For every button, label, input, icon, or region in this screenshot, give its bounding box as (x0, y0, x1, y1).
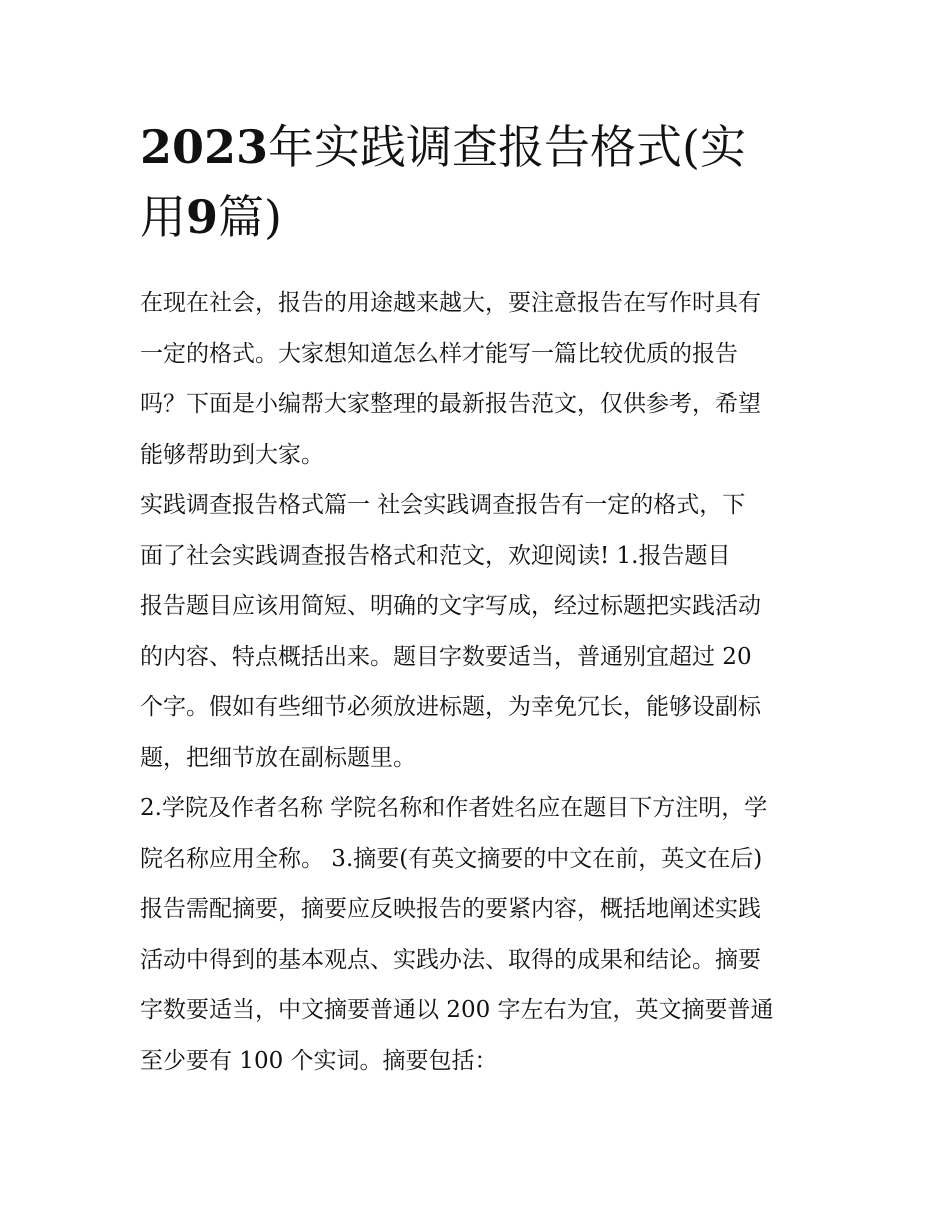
text-line: 个字。假如有些细节必须放进标题，为幸免冗长，能够设副标 (140, 694, 761, 720)
paragraph-section-2 (140, 783, 812, 1086)
document-page (140, 112, 812, 1086)
text-line: 一定的格式。大家想知道怎么样才能写一篇比较优质的报告 (140, 340, 738, 367)
text-line: 面了社会实践调查报告格式和范文，欢迎阅读! 1.报告题目 (140, 542, 731, 569)
text-line: 报告需配摘要，摘要应反映报告的要紧内容，概括地阐述实践 (140, 896, 761, 922)
text-line: 实践调查报告格式篇一 社会实践调查报告有一定的格式，下 (140, 492, 746, 518)
title-text-2b: 篇) (218, 190, 282, 244)
title-line-2 (140, 182, 812, 252)
title-count: 9 (186, 190, 219, 244)
title-text-1: 年实践调查报告格式(实 (268, 120, 746, 174)
text-line: 的内容、特点概括出来。题目字数要适当，普通别宜超过 20 (140, 643, 752, 670)
text-line: 院名称应用全称。 3.摘要(有英文摘要的中文在前，英文在后) (140, 845, 763, 872)
text-line: 报告题目应该用简短、明确的文字写成，经过标题把实践活动 (140, 593, 761, 619)
text-line: 吗？下面是小编帮大家整理的最新报告范文，仅供参考，希望 (140, 391, 761, 417)
document-title (140, 112, 812, 252)
text-line: 在现在社会，报告的用途越来越大，要注意报告在写作时具有 (140, 290, 761, 316)
text-line: 能够帮助到大家。 (140, 441, 324, 468)
text-line: 活动中得到的基本观点、实践办法、取得的成果和结论。摘要 (140, 946, 761, 973)
text-line: 字数要适当，中文摘要普通以 200 字左右为宜，英文摘要普通 (140, 997, 774, 1023)
text-line: 题，把细节放在副标题里。 (140, 744, 416, 771)
paragraph-section-1 (140, 480, 812, 783)
title-year: 2023 (140, 120, 269, 174)
paragraph-intro (140, 278, 812, 480)
text-line: 至少要有 100 个实词。摘要包括： (140, 1047, 498, 1074)
text-line: 2.学院及作者名称 学院名称和作者姓名应在题目下方注明，学 (140, 795, 768, 821)
title-text-2a: 用 (140, 190, 186, 244)
title-line-1 (140, 112, 812, 182)
